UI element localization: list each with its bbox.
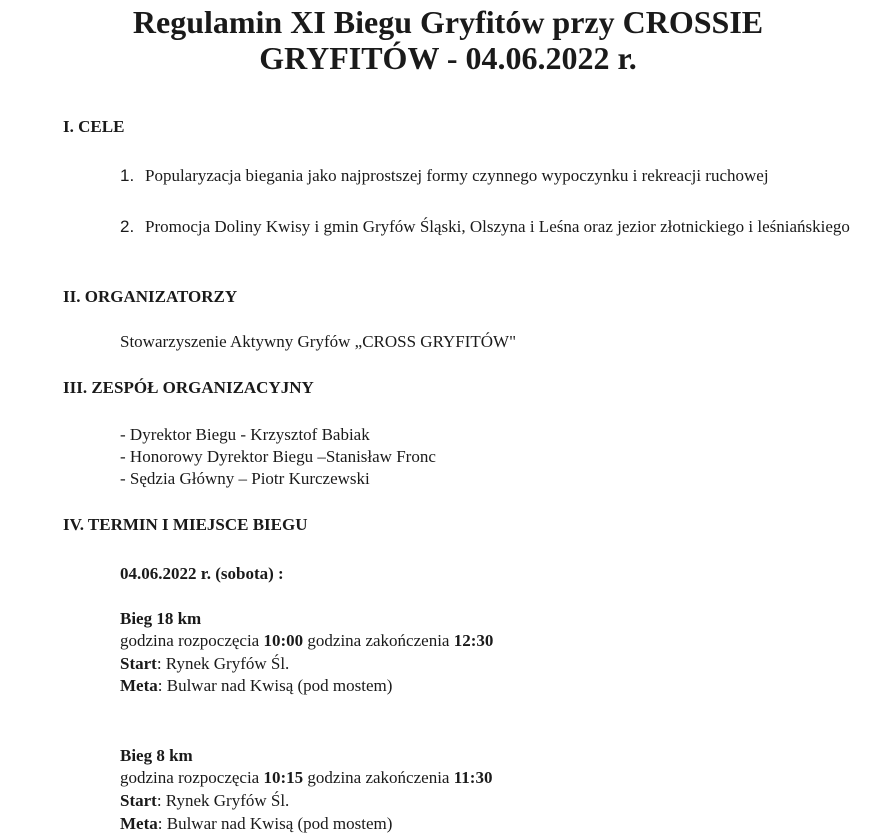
- start-place: : Rynek Gryfów Śl.: [156, 791, 290, 810]
- finish-key: Meta: [120, 814, 158, 833]
- end-time-label: godzina zakończenia: [307, 768, 450, 787]
- race-hours: [120, 767, 492, 789]
- document-title-line-1: Regulamin XI Biegu Gryfitów przy CROSSIE: [132, 4, 764, 40]
- race-hours: [120, 630, 493, 652]
- race-start: [120, 790, 289, 812]
- finish-place: : Bulwar nad Kwisą (pod mostem): [157, 814, 393, 833]
- event-date: 04.06.2022 r. (sobota) :: [120, 564, 284, 583]
- end-time: 11:30: [453, 768, 493, 787]
- list-number: 1.: [120, 166, 135, 185]
- finish-place: : Bulwar nad Kwisą (pod mostem): [157, 676, 393, 695]
- list-number: 2.: [120, 217, 135, 236]
- list-item: Popularyzacja biegania jako najprostszej formy czynnego wypoczynku i rekreacji ruchowej: [145, 166, 769, 185]
- start-key: Start: [120, 654, 157, 673]
- race-name: Bieg 18 km: [120, 609, 202, 628]
- section-heading-termin: IV. TERMIN I MIEJSCE BIEGU: [63, 515, 308, 534]
- race-finish: [120, 675, 392, 697]
- list-item: Promocja Doliny Kwisy i gmin Gryfów Śląski, Olszyna i Leśna oraz jezior złotnickiego i leśniańskiego: [145, 217, 850, 236]
- start-time: 10:00: [263, 631, 304, 650]
- document-title-line-2: GRYFITÓW - 04.06.2022 r.: [259, 40, 637, 76]
- start-time: 10:15: [263, 768, 304, 787]
- race-finish: [120, 813, 392, 835]
- finish-key: Meta: [120, 676, 158, 695]
- race-start: [120, 653, 289, 675]
- section-heading-zespol: III. ZESPÓŁ ORGANIZACYJNY: [63, 378, 314, 397]
- team-member: - Honorowy Dyrektor Biegu –Stanisław Fronc: [120, 447, 436, 466]
- start-time-label: godzina rozpoczęcia: [120, 768, 260, 787]
- organizer-name: Stowarzyszenie Aktywny Gryfów „CROSS GRYFITÓW": [120, 332, 517, 351]
- start-time-label: godzina rozpoczęcia: [120, 631, 260, 650]
- team-member: - Dyrektor Biegu - Krzysztof Babiak: [120, 425, 370, 444]
- start-key: Start: [120, 791, 157, 810]
- section-heading-cele: I. CELE: [63, 117, 125, 136]
- start-place: : Rynek Gryfów Śl.: [156, 654, 290, 673]
- team-member: - Sędzia Główny – Piotr Kurczewski: [120, 469, 370, 488]
- race-name: Bieg 8 km: [120, 746, 193, 765]
- section-heading-organizatorzy: II. ORGANIZATORZY: [63, 287, 238, 306]
- end-time: 12:30: [453, 631, 494, 650]
- end-time-label: godzina zakończenia: [307, 631, 450, 650]
